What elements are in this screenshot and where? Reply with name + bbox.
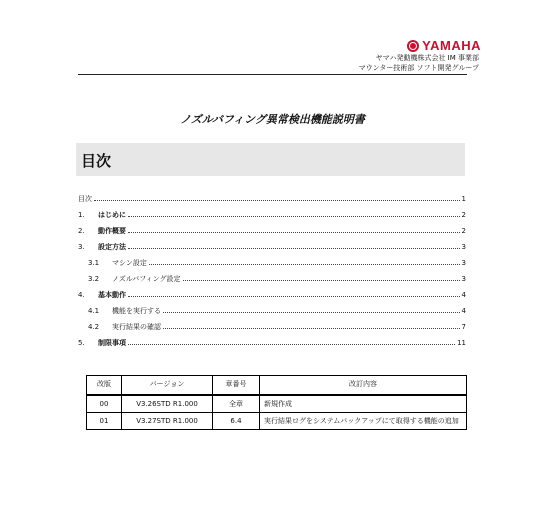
toc-entry-number: 4.1 — [88, 307, 100, 315]
toc-leader-dots — [128, 339, 455, 345]
table-header-row — [87, 376, 467, 396]
logo-text: YAMAHA — [422, 38, 481, 53]
toc-entry-number: 4. — [78, 291, 85, 299]
revision-history-table — [86, 375, 467, 430]
toc-entry-text: 機能を実行する — [112, 307, 161, 315]
toc-entry-page: 3 — [461, 259, 466, 267]
toc-leader-dots — [149, 259, 460, 265]
revision-cell: 00 — [87, 395, 122, 413]
chapter-cell: 6.4 — [213, 413, 260, 430]
toc-entry-number: 3.1 — [88, 259, 100, 267]
toc-heading-band — [76, 143, 465, 176]
changes-cell: 新規作成 — [260, 395, 467, 413]
toc-entry-text: 目次 — [78, 195, 92, 203]
toc-leader-dots — [128, 227, 460, 233]
toc-entry-number: 2. — [78, 227, 85, 235]
toc-entry[interactable] — [78, 242, 466, 258]
header-divider — [78, 74, 467, 75]
document-title: ノズルバフィング異常検出機能説明書 — [180, 113, 365, 126]
toc-entry-page: 3 — [461, 275, 466, 283]
toc-entry[interactable] — [78, 290, 466, 306]
column-header-version: バージョン — [122, 376, 213, 396]
column-header-revision: 改版 — [87, 376, 122, 396]
toc-entry[interactable] — [78, 210, 466, 226]
toc-leader-dots — [128, 291, 460, 297]
version-cell: V3.27STD R1.000 — [122, 413, 213, 430]
toc-heading: 目次 — [81, 152, 112, 170]
toc-entry-text: ノズルバフィング設定 — [112, 275, 181, 283]
toc-entry-text: 制限事項 — [98, 339, 126, 347]
tuning-fork-emblem-icon — [407, 40, 419, 52]
toc-entry[interactable] — [78, 274, 466, 290]
toc-entry-text: 実行結果の確認 — [112, 323, 161, 331]
table-of-contents — [78, 194, 466, 354]
toc-entry-text: 設定方法 — [98, 243, 126, 251]
version-cell: V3.26STD R1.000 — [122, 395, 213, 413]
toc-entry[interactable] — [78, 258, 466, 274]
table-row — [87, 413, 467, 430]
toc-entry-text: はじめに — [98, 211, 126, 219]
toc-entry-page: 3 — [461, 243, 466, 251]
toc-entry-number: 1. — [78, 211, 85, 219]
toc-entry[interactable] — [78, 338, 466, 354]
column-header-chapter: 章番号 — [213, 376, 260, 396]
toc-entry[interactable] — [78, 306, 466, 322]
toc-entry[interactable] — [78, 194, 466, 210]
table-row — [87, 395, 467, 413]
yamaha-logo — [407, 38, 481, 53]
toc-entry-number: 4.2 — [88, 323, 100, 331]
toc-entry-number: 5. — [78, 339, 85, 347]
toc-leader-dots — [163, 307, 460, 313]
toc-leader-dots — [183, 275, 460, 281]
toc-entry-page: 7 — [461, 323, 466, 331]
toc-entry-page: 2 — [461, 211, 466, 219]
company-line-2: マウンター技術部 ソフト開発グループ — [358, 64, 479, 72]
revision-cell: 01 — [87, 413, 122, 430]
toc-entry-page: 2 — [461, 227, 466, 235]
changes-cell: 実行結果ログをシステムバックアップにて取得する機能の追加 — [260, 413, 467, 430]
toc-entry-text: 動作概要 — [98, 227, 126, 235]
toc-entry-page: 11 — [457, 339, 466, 347]
toc-entry-page: 4 — [461, 307, 466, 315]
toc-leader-dots — [128, 243, 460, 249]
toc-leader-dots — [128, 211, 460, 217]
toc-entry[interactable] — [78, 322, 466, 338]
toc-entry-page: 1 — [461, 195, 466, 203]
chapter-cell: 全章 — [213, 395, 260, 413]
toc-entry-text: マシン設定 — [112, 259, 147, 267]
toc-entry-text: 基本動作 — [98, 291, 126, 299]
column-header-changes: 改訂内容 — [260, 376, 467, 396]
company-line-1: ヤマハ発動機株式会社 IM 事業部 — [375, 54, 479, 62]
toc-entry-page: 4 — [461, 291, 466, 299]
company-info — [359, 53, 479, 73]
toc-leader-dots — [94, 195, 460, 201]
toc-leader-dots — [163, 323, 460, 329]
toc-entry-number: 3.2 — [88, 275, 100, 283]
toc-entry[interactable] — [78, 226, 466, 242]
toc-entry-number: 3. — [78, 243, 85, 251]
